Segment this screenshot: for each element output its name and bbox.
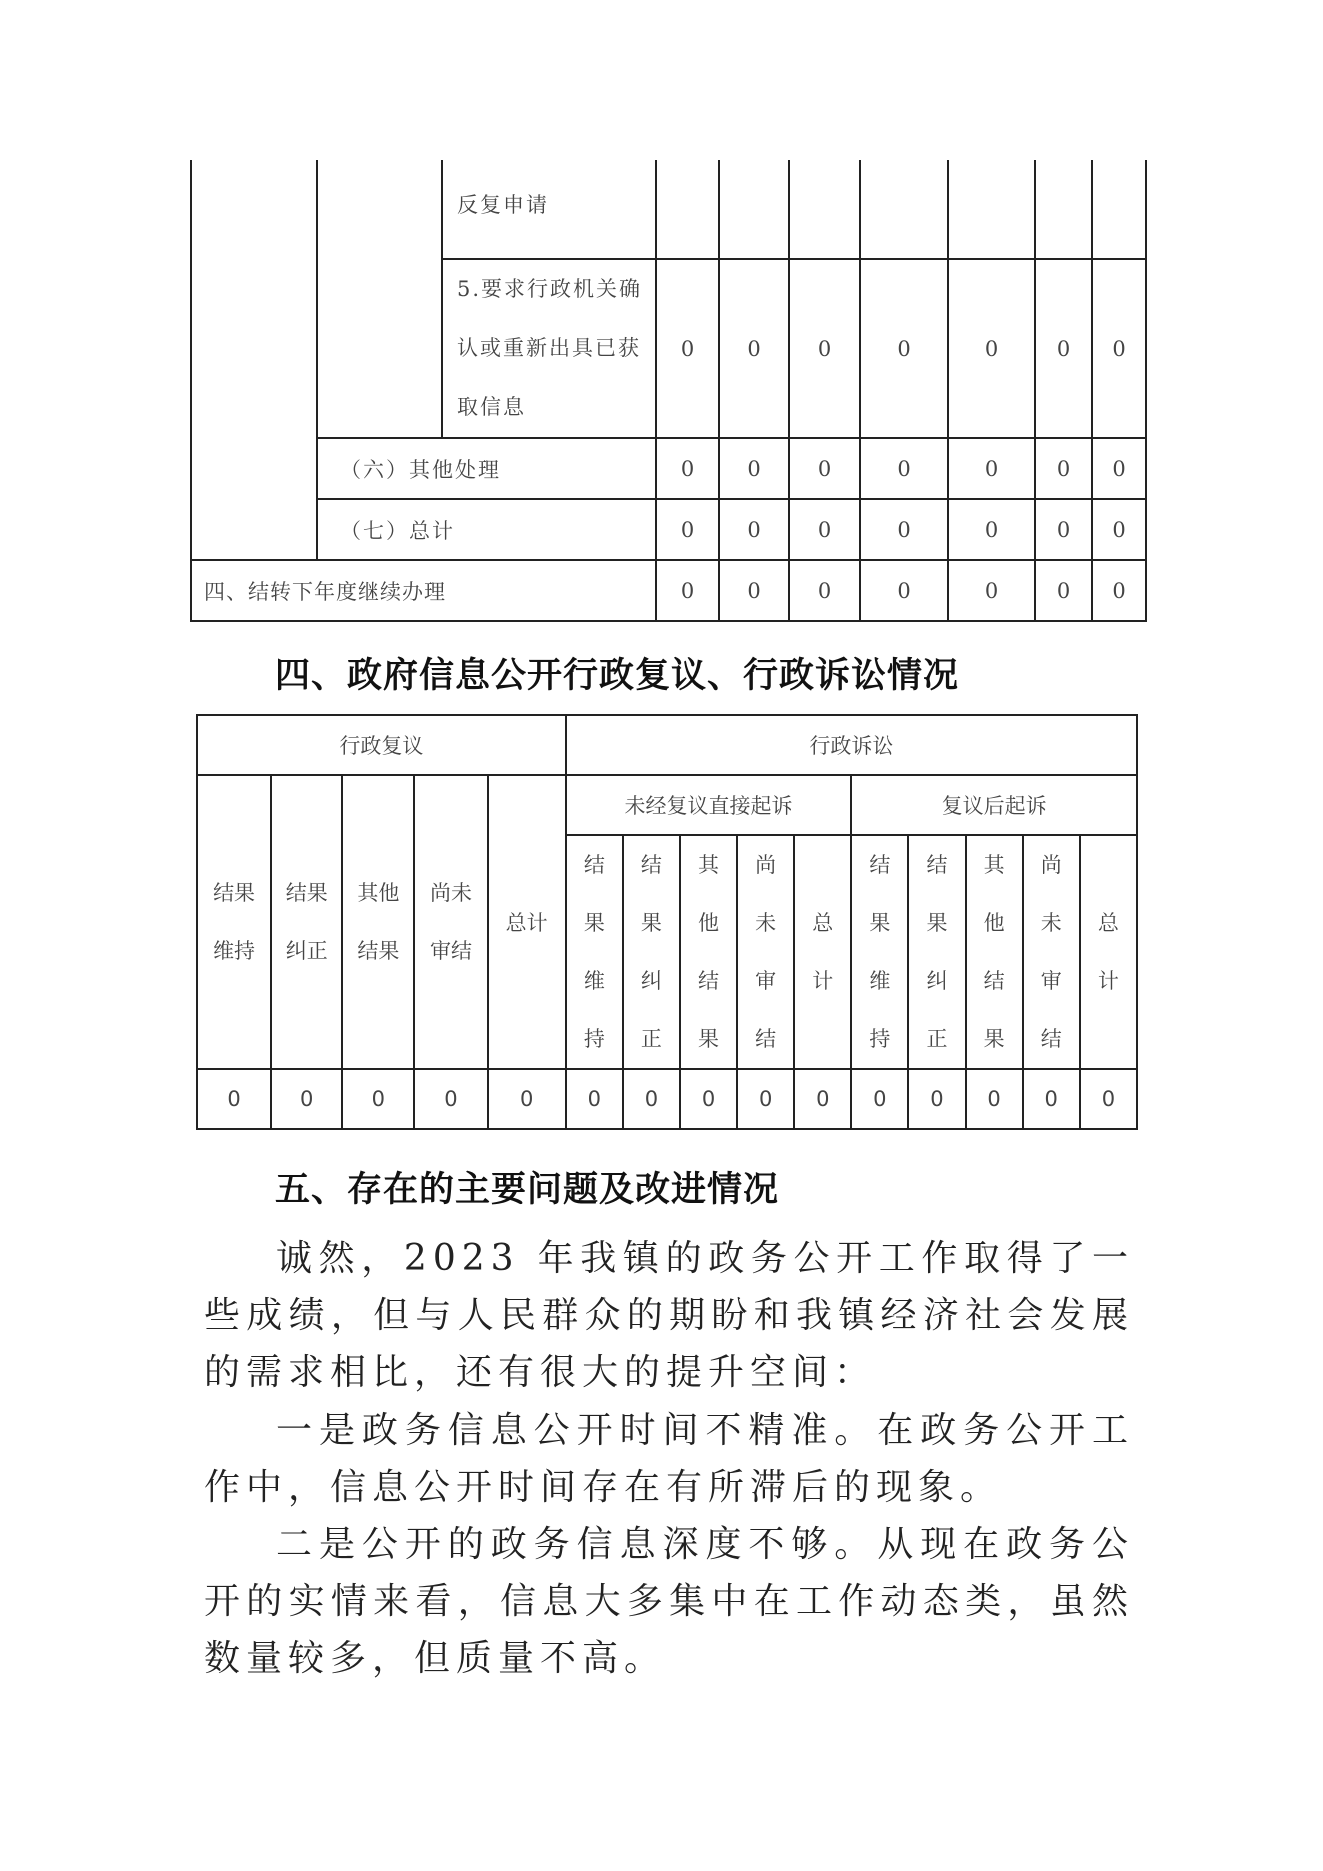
table-cell: 0 bbox=[948, 259, 1035, 438]
table-cell: 0 bbox=[908, 1069, 965, 1129]
table-cell: 0 bbox=[1092, 259, 1146, 438]
table-cell: 0 bbox=[656, 499, 719, 560]
table-cell: 0 bbox=[860, 560, 948, 621]
table-cell: 0 bbox=[851, 1069, 908, 1129]
table-cell: 0 bbox=[719, 438, 789, 499]
table-cell: 0 bbox=[719, 499, 789, 560]
blank-category-cell bbox=[317, 160, 442, 438]
table-cell: 0 bbox=[1023, 1069, 1080, 1129]
table-cell: 0 bbox=[414, 1069, 487, 1129]
other-handling-label: （六）其他处理 bbox=[317, 438, 656, 499]
table-cell: 0 bbox=[789, 560, 860, 621]
table-cell: 0 bbox=[1092, 438, 1146, 499]
table-cell: 0 bbox=[719, 259, 789, 438]
lit-col-other: 其 他 结 果 bbox=[680, 835, 737, 1069]
table-cell: 0 bbox=[680, 1069, 737, 1129]
after-review-header: 复议后起诉 bbox=[851, 775, 1137, 835]
table-cell: 0 bbox=[271, 1069, 342, 1129]
item5-label: 5.要求行政机关确认或重新出具已获取信息 bbox=[442, 259, 656, 438]
paragraph-2: 一是政务信息公开时间不精准。在政务公开工作中，信息公开时间存在有所滞后的现象。 bbox=[204, 1410, 1134, 1508]
total-label: （七）总计 bbox=[317, 499, 656, 560]
table-cell: 0 bbox=[948, 499, 1035, 560]
lit-col-total: 总 计 bbox=[794, 835, 851, 1069]
table-cell: 0 bbox=[1035, 499, 1092, 560]
table-cell: 0 bbox=[789, 438, 860, 499]
lit-col-pending: 尚 未 审 结 bbox=[737, 835, 794, 1069]
lit-col-corrected: 结 果 纠 正 bbox=[623, 835, 680, 1069]
table-cell: 0 bbox=[966, 1069, 1023, 1129]
table-cell: 0 bbox=[1092, 560, 1146, 621]
table-cell: 0 bbox=[719, 560, 789, 621]
table-cell: 0 bbox=[948, 438, 1035, 499]
table-cell: 0 bbox=[789, 259, 860, 438]
review-col-corrected: 结果 纠正 bbox=[271, 775, 342, 1069]
lit-col-corrected: 结 果 纠 正 bbox=[908, 835, 965, 1069]
table-cell: 0 bbox=[789, 499, 860, 560]
review-col-maintained: 结果 维持 bbox=[197, 775, 271, 1069]
table-cell: 0 bbox=[656, 259, 719, 438]
table-cell: 0 bbox=[860, 499, 948, 560]
table-cell: 0 bbox=[623, 1069, 680, 1129]
table-cell: 0 bbox=[794, 1069, 851, 1129]
table-cell: 0 bbox=[656, 438, 719, 499]
table-cell: 0 bbox=[656, 560, 719, 621]
lit-col-maintained: 结 果 维 持 bbox=[851, 835, 908, 1069]
litigation-header: 行政诉讼 bbox=[566, 715, 1137, 775]
table-cell: 0 bbox=[1035, 259, 1092, 438]
blank-section-cell bbox=[191, 160, 317, 560]
carry-over-label: 四、结转下年度继续办理 bbox=[191, 560, 656, 621]
review-col-pending: 尚未 审结 bbox=[414, 775, 487, 1069]
table-cell: 0 bbox=[566, 1069, 623, 1129]
table-cell: 0 bbox=[860, 259, 948, 438]
review-col-other: 其他 结果 bbox=[342, 775, 414, 1069]
lit-col-total: 总 计 bbox=[1080, 835, 1137, 1069]
table-cell: 0 bbox=[197, 1069, 271, 1129]
table-cell: 0 bbox=[737, 1069, 794, 1129]
lit-col-other: 其 他 结 果 bbox=[966, 835, 1023, 1069]
paragraph-3: 二是公开的政务信息深度不够。从现在政务公开的实情来看，信息大多集中在工作动态类，虽然数量较多，但质量不高。 bbox=[204, 1524, 1134, 1679]
item4-label: 反复申请 bbox=[442, 160, 656, 259]
review-litigation-table bbox=[196, 714, 1138, 1130]
table-cell: 0 bbox=[948, 560, 1035, 621]
table-cell: 0 bbox=[1035, 438, 1092, 499]
application-handling-table-continued bbox=[190, 160, 1147, 622]
section5-heading: 五、存在的主要问题及改进情况 bbox=[275, 1170, 780, 1210]
table-cell: 0 bbox=[342, 1069, 414, 1129]
table-cell: 0 bbox=[1092, 499, 1146, 560]
section4-heading: 四、政府信息公开行政复议、行政诉讼情况 bbox=[275, 656, 960, 696]
paragraph-1: 诚然，2023 年我镇的政务公开工作取得了一些成绩，但与人民群众的期盼和我镇经济社会发展的需求相比，还有很大的提升空间： bbox=[204, 1238, 1134, 1393]
table-cell: 0 bbox=[488, 1069, 566, 1129]
lit-col-pending: 尚 未 审 结 bbox=[1023, 835, 1080, 1069]
review-header: 行政复议 bbox=[197, 715, 566, 775]
direct-suit-header: 未经复议直接起诉 bbox=[566, 775, 852, 835]
table-cell: 0 bbox=[1035, 560, 1092, 621]
lit-col-maintained: 结 果 维 持 bbox=[566, 835, 623, 1069]
review-col-total: 总计 bbox=[488, 775, 566, 1069]
table-cell: 0 bbox=[1080, 1069, 1137, 1129]
table-cell: 0 bbox=[860, 438, 948, 499]
